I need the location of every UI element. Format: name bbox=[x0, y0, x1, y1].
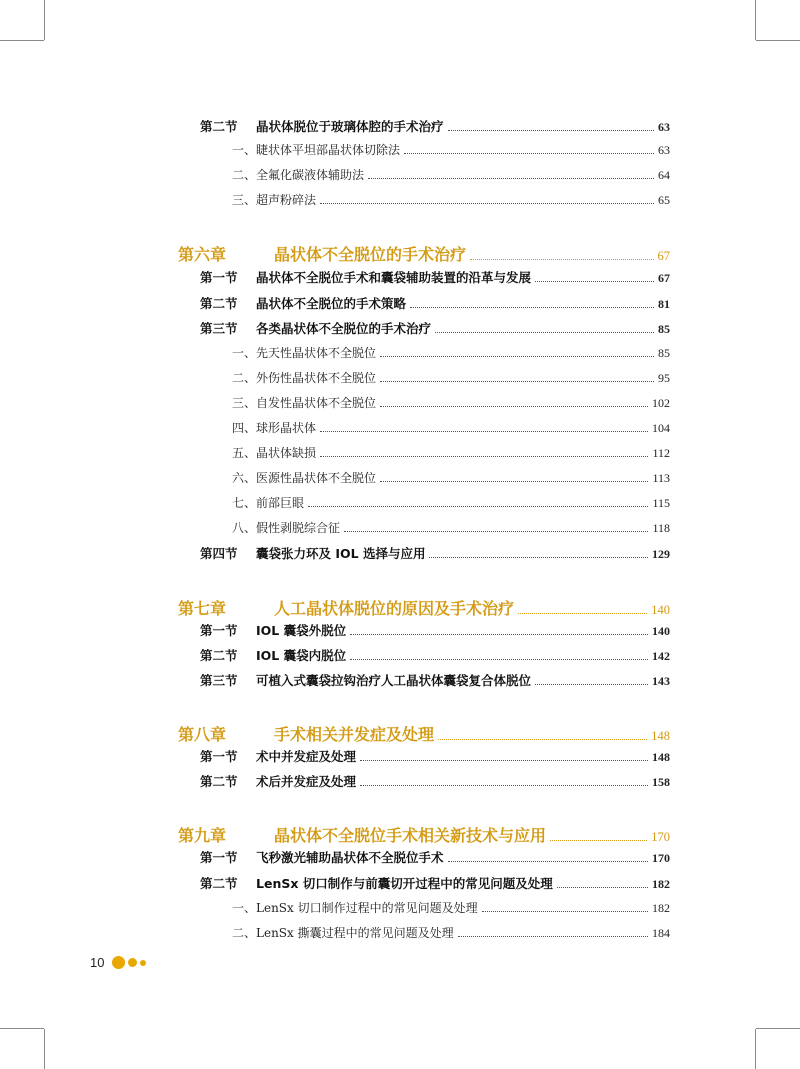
small-dot-icon bbox=[140, 960, 146, 966]
toc-title: 各类晶状体不全脱位的手术治疗 bbox=[256, 321, 432, 336]
toc-number: 第一节 bbox=[200, 270, 238, 285]
toc-title: 手术相关并发症及处理 bbox=[274, 725, 435, 744]
dot-leader bbox=[350, 633, 648, 635]
toc-number: 第七章 bbox=[178, 599, 227, 618]
toc-page-number: 158 bbox=[652, 775, 670, 789]
toc-page-number: 81 bbox=[658, 297, 670, 311]
page-number: 10 bbox=[90, 955, 105, 970]
toc-title: 术后并发症及处理 bbox=[256, 774, 357, 789]
dot-leader bbox=[535, 683, 648, 685]
toc-item[interactable] bbox=[232, 191, 670, 208]
toc-title: 人工晶状体脱位的原因及手术治疗 bbox=[274, 599, 515, 618]
toc-item[interactable] bbox=[232, 166, 670, 183]
toc-section[interactable] bbox=[200, 117, 670, 135]
toc-section[interactable] bbox=[200, 772, 670, 790]
toc-section[interactable] bbox=[200, 544, 670, 562]
toc-page-number: 129 bbox=[652, 547, 670, 561]
dot-leader bbox=[320, 202, 654, 204]
toc-page-number: 67 bbox=[657, 249, 670, 263]
toc-title: 晶状体不全脱位手术和囊袋辅助装置的沿革与发展 bbox=[256, 270, 532, 285]
toc-item[interactable] bbox=[232, 344, 670, 361]
toc-item[interactable] bbox=[232, 419, 670, 436]
toc-title: 五、晶状体缺损 bbox=[232, 446, 317, 460]
toc-number: 第二节 bbox=[200, 119, 238, 134]
toc-number: 第六章 bbox=[178, 245, 227, 264]
toc-page-number: 63 bbox=[658, 120, 670, 134]
toc-item[interactable] bbox=[232, 924, 670, 941]
dot-leader bbox=[410, 306, 654, 308]
toc-section[interactable] bbox=[200, 848, 670, 866]
toc-number: 第九章 bbox=[178, 826, 227, 845]
toc-page-number: 113 bbox=[652, 471, 670, 485]
dot-leader bbox=[458, 935, 648, 937]
toc-number: 第八章 bbox=[178, 725, 227, 744]
toc-number: 第二节 bbox=[200, 774, 238, 789]
toc-chapter[interactable] bbox=[178, 596, 670, 619]
toc-title: 囊袋张力环及 IOL 选择与应用 bbox=[256, 546, 426, 561]
toc-title: 三、自发性晶状体不全脱位 bbox=[232, 396, 377, 410]
toc-title: 六、医源性晶状体不全脱位 bbox=[232, 471, 377, 485]
dot-leader bbox=[380, 405, 648, 407]
dot-leader bbox=[380, 380, 654, 382]
toc-title: IOL 囊袋外脱位 bbox=[256, 623, 347, 638]
toc-title: 四、球形晶状体 bbox=[232, 421, 317, 435]
dot-leader bbox=[550, 839, 647, 841]
medium-dot-icon bbox=[128, 958, 137, 967]
toc-page-number: 102 bbox=[652, 396, 670, 410]
dot-leader bbox=[350, 658, 648, 660]
toc-title: 晶状体不全脱位的手术治疗 bbox=[274, 245, 467, 264]
dot-leader bbox=[380, 480, 648, 482]
toc-item[interactable] bbox=[232, 444, 670, 461]
dot-leader bbox=[429, 556, 648, 558]
toc-number: 第二节 bbox=[200, 876, 238, 891]
toc-chapter[interactable] bbox=[178, 722, 670, 745]
dot-leader bbox=[380, 355, 654, 357]
toc-page-number: 170 bbox=[651, 830, 670, 844]
toc-page-number: 182 bbox=[652, 901, 670, 915]
toc-number: 第一节 bbox=[200, 749, 238, 764]
dot-leader bbox=[535, 280, 654, 282]
toc-chapter[interactable] bbox=[178, 242, 670, 265]
toc-page-number: 170 bbox=[652, 851, 670, 865]
toc-title: 二、全氟化碳液体辅助法 bbox=[232, 168, 365, 182]
toc-page-number: 104 bbox=[652, 421, 670, 435]
toc-page-number: 143 bbox=[652, 674, 670, 688]
dot-leader bbox=[360, 784, 648, 786]
toc-section[interactable] bbox=[200, 747, 670, 765]
toc-page-number: 112 bbox=[652, 446, 670, 460]
toc-section[interactable] bbox=[200, 268, 670, 286]
toc-page-number: 85 bbox=[658, 322, 670, 336]
toc-page-number: 140 bbox=[652, 624, 670, 638]
dot-leader bbox=[557, 886, 648, 888]
toc-section[interactable] bbox=[200, 319, 670, 337]
toc-title: 七、前部巨眼 bbox=[232, 496, 305, 510]
dot-leader bbox=[448, 860, 648, 862]
toc-title: 晶状体脱位于玻璃体腔的手术治疗 bbox=[256, 119, 444, 134]
toc-section[interactable] bbox=[200, 294, 670, 312]
toc-number: 第二节 bbox=[200, 648, 238, 663]
toc-page-number: 65 bbox=[658, 193, 670, 207]
toc-title: 三、超声粉碎法 bbox=[232, 193, 317, 207]
toc-number: 第四节 bbox=[200, 546, 238, 561]
toc-page-number: 140 bbox=[651, 603, 670, 617]
toc-title: 一、先天性晶状体不全脱位 bbox=[232, 346, 377, 360]
toc-page-number: 64 bbox=[658, 168, 670, 182]
toc-chapter[interactable] bbox=[178, 823, 670, 846]
dot-leader bbox=[518, 612, 647, 614]
dot-leader bbox=[360, 759, 648, 761]
toc-section[interactable] bbox=[200, 874, 670, 892]
toc-page-number: 95 bbox=[658, 371, 670, 385]
toc-page-number: 67 bbox=[658, 271, 670, 285]
toc-page-number: 85 bbox=[658, 346, 670, 360]
dot-leader bbox=[482, 910, 648, 912]
toc-title: 一、睫状体平坦部晶状体切除法 bbox=[232, 143, 401, 157]
toc-title: 二、LenSx 撕囊过程中的常见问题及处理 bbox=[232, 926, 454, 940]
toc-page-number: 118 bbox=[652, 521, 670, 535]
toc-title: 一、LenSx 切口制作过程中的常见问题及处理 bbox=[232, 901, 478, 915]
toc-item[interactable] bbox=[232, 519, 670, 536]
large-dot-icon bbox=[112, 956, 125, 969]
dot-leader bbox=[435, 331, 654, 333]
toc-page-number: 142 bbox=[652, 649, 670, 663]
toc-number: 第二节 bbox=[200, 296, 238, 311]
dot-leader bbox=[320, 430, 648, 432]
toc-number: 第一节 bbox=[200, 850, 238, 865]
toc-title: 晶状体不全脱位的手术策略 bbox=[256, 296, 407, 311]
toc-item[interactable] bbox=[232, 899, 670, 916]
toc-section[interactable] bbox=[200, 671, 670, 689]
toc-item[interactable] bbox=[232, 369, 670, 386]
toc-title: IOL 囊袋内脱位 bbox=[256, 648, 347, 663]
toc-item[interactable] bbox=[232, 494, 670, 511]
page-footer bbox=[90, 955, 149, 970]
toc-item[interactable] bbox=[232, 141, 670, 158]
toc-page-number: 148 bbox=[652, 750, 670, 764]
dot-leader bbox=[320, 455, 648, 457]
toc-number: 第三节 bbox=[200, 673, 238, 688]
toc-item[interactable] bbox=[232, 469, 670, 486]
toc-title: LenSx 切口制作与前囊切开过程中的常见问题及处理 bbox=[256, 876, 553, 891]
toc-section[interactable] bbox=[200, 646, 670, 664]
toc-title: 可植入式囊袋拉钩治疗人工晶状体囊袋复合体脱位 bbox=[256, 673, 532, 688]
toc-item[interactable] bbox=[232, 394, 670, 411]
dot-leader bbox=[368, 177, 654, 179]
toc-title: 飞秒激光辅助晶状体不全脱位手术 bbox=[256, 850, 444, 865]
toc-number: 第三节 bbox=[200, 321, 238, 336]
toc-section[interactable] bbox=[200, 621, 670, 639]
dot-leader bbox=[308, 505, 648, 507]
toc-title: 二、外伤性晶状体不全脱位 bbox=[232, 371, 377, 385]
toc-number: 第一节 bbox=[200, 623, 238, 638]
dot-leader bbox=[404, 152, 654, 154]
dot-leader bbox=[438, 738, 647, 740]
toc-page-number: 184 bbox=[652, 926, 670, 940]
toc-title: 晶状体不全脱位手术相关新技术与应用 bbox=[274, 826, 547, 845]
toc-page-number: 148 bbox=[651, 729, 670, 743]
toc-page-number: 182 bbox=[652, 877, 670, 891]
toc-title: 八、假性剥脱综合征 bbox=[232, 521, 341, 535]
dot-leader bbox=[344, 530, 648, 532]
dot-leader bbox=[448, 129, 654, 131]
dot-leader bbox=[470, 258, 653, 260]
toc-page-number: 115 bbox=[652, 496, 670, 510]
toc-page-number: 63 bbox=[658, 143, 670, 157]
toc-title: 术中并发症及处理 bbox=[256, 749, 357, 764]
